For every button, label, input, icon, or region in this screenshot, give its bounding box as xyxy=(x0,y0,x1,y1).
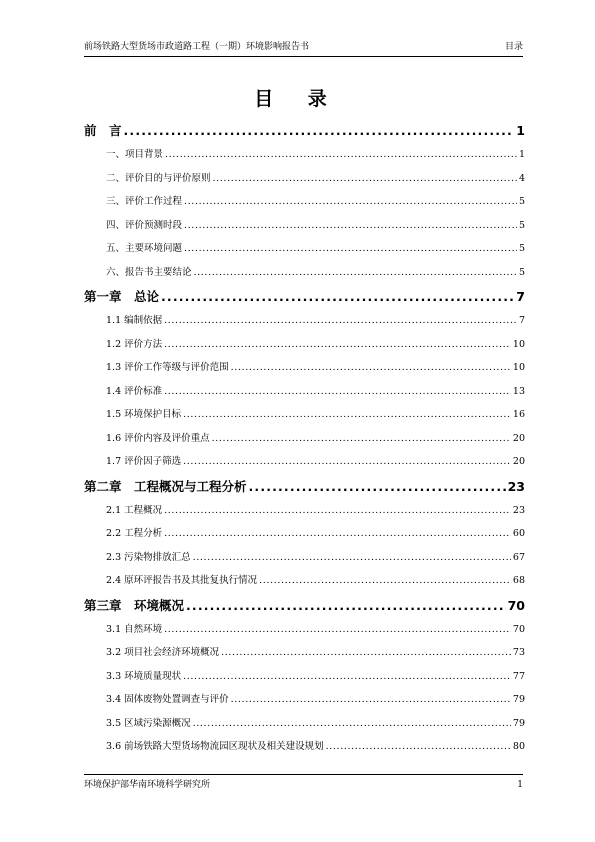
page-header xyxy=(84,38,523,57)
toc-section-entry[interactable] xyxy=(84,261,525,285)
toc-section-entry[interactable] xyxy=(84,356,525,380)
toc-chapter-entry[interactable] xyxy=(84,118,525,143)
toc-entry-page: 4 xyxy=(518,172,525,184)
toc-dot-leader xyxy=(164,499,511,523)
toc-section-entry[interactable] xyxy=(84,427,525,451)
toc-dot-leader xyxy=(164,380,511,404)
toc-entry-label: 第一章 总论 xyxy=(84,289,160,304)
toc-section-entry[interactable] xyxy=(84,499,525,523)
toc-dot-leader xyxy=(194,261,517,285)
toc-section-entry[interactable] xyxy=(84,333,525,357)
toc-dot-leader xyxy=(165,143,517,167)
toc-dot-leader xyxy=(259,569,511,593)
toc-entry-page: 67 xyxy=(512,551,525,563)
toc-section-entry[interactable] xyxy=(84,688,525,712)
toc-entry-page: 70 xyxy=(507,597,525,613)
toc-entry-label: 1.6 评价内容及评价重点 xyxy=(106,432,210,444)
toc-dot-leader xyxy=(161,284,514,309)
toc-section-entry[interactable] xyxy=(84,522,525,546)
toc-entry-label: 2.4 原环评报告书及其批复执行情况 xyxy=(106,575,258,586)
toc-section-entry[interactable] xyxy=(84,380,525,404)
toc-dot-leader xyxy=(186,593,506,618)
toc-section-entry[interactable] xyxy=(84,546,525,570)
toc-entry-label: 1.1 编制依据 xyxy=(106,315,163,326)
toc-entry-page: 5 xyxy=(518,243,525,254)
toc-chapter-entry[interactable] xyxy=(84,474,525,499)
toc-section-entry[interactable] xyxy=(84,618,525,642)
toc-dot-leader xyxy=(184,214,517,238)
toc-entry-page: 20 xyxy=(512,432,525,444)
toc-chapter-entry[interactable] xyxy=(84,284,525,309)
toc-dot-leader xyxy=(183,665,511,689)
toc-entry-label: 3.1 自然环境 xyxy=(106,623,163,635)
toc-entry-page: 1 xyxy=(518,149,525,160)
toc-entry-page: 1 xyxy=(516,123,525,138)
toc-entry-page: 77 xyxy=(512,670,525,682)
toc-section-entry[interactable] xyxy=(84,309,525,333)
footer-page-number: 1 xyxy=(517,780,523,790)
toc-dot-leader xyxy=(221,641,511,665)
toc-entry-page: 60 xyxy=(512,528,525,539)
header-document-title: 前场铁路大型货场市政道路工程（一期）环境影响报告书 xyxy=(84,42,310,52)
toc-entry-page: 68 xyxy=(512,575,525,586)
toc-dot-leader xyxy=(124,118,515,143)
toc-section-entry[interactable] xyxy=(84,190,525,214)
toc-dot-leader xyxy=(231,688,511,712)
toc-dot-leader xyxy=(164,618,511,642)
toc-dot-leader xyxy=(164,309,517,333)
toc-entry-page: 23 xyxy=(507,478,525,494)
toc-entry-label: 1.4 评价标准 xyxy=(106,385,163,397)
toc-dot-leader xyxy=(213,167,517,191)
toc-dot-leader xyxy=(231,356,511,380)
toc-section-entry[interactable] xyxy=(84,569,525,593)
toc-section-entry[interactable] xyxy=(84,167,525,191)
toc-entry-label: 四、评价预测时段 xyxy=(106,219,183,231)
toc-entry-label: 一、项目背景 xyxy=(106,149,164,160)
toc-entry-label: 3.6 前场铁路大型货场物流园区现状及相关建设规划 xyxy=(106,741,324,752)
toc-entry-page: 7 xyxy=(516,289,525,304)
page-footer xyxy=(84,774,523,791)
toc-entry-label: 3.3 环境质量现状 xyxy=(106,670,182,682)
toc-section-entry[interactable] xyxy=(84,214,525,238)
toc-section-entry[interactable] xyxy=(84,237,525,261)
toc-dot-leader xyxy=(183,403,511,427)
toc-section-entry[interactable] xyxy=(84,450,525,474)
toc-entry-page: 70 xyxy=(512,623,525,635)
toc-entry-page: 79 xyxy=(512,717,525,729)
table-of-contents xyxy=(84,118,525,759)
toc-section-entry[interactable] xyxy=(84,403,525,427)
toc-entry-label: 第二章 工程概况与工程分析 xyxy=(84,478,247,494)
toc-dot-leader xyxy=(184,190,517,214)
toc-dot-leader xyxy=(164,522,511,546)
toc-entry-label: 第三章 环境概况 xyxy=(84,597,185,613)
toc-entry-label: 1.2 评价方法 xyxy=(106,338,163,350)
toc-entry-page: 13 xyxy=(512,385,525,397)
toc-entry-label: 六、报告书主要结论 xyxy=(106,266,192,278)
toc-entry-page: 5 xyxy=(518,266,525,278)
toc-entry-page: 73 xyxy=(512,647,525,658)
toc-section-entry[interactable] xyxy=(84,143,525,167)
toc-entry-label: 二、评价目的与评价原则 xyxy=(106,172,211,184)
toc-entry-label: 3.5 区域污染源概况 xyxy=(106,717,191,729)
toc-entry-page: 20 xyxy=(512,456,525,467)
header-section-label: 目录 xyxy=(504,42,523,52)
toc-entry-label: 1.7 评价因子筛选 xyxy=(106,456,182,467)
toc-dot-leader xyxy=(326,735,511,759)
toc-entry-page: 80 xyxy=(512,741,525,752)
toc-entry-label: 前 言 xyxy=(84,123,122,138)
toc-entry-label: 1.3 评价工作等级与评价范围 xyxy=(106,362,229,373)
toc-chapter-entry[interactable] xyxy=(84,593,525,618)
toc-dot-leader xyxy=(184,237,517,261)
toc-entry-page: 10 xyxy=(512,362,525,373)
toc-section-entry[interactable] xyxy=(84,712,525,736)
toc-section-entry[interactable] xyxy=(84,641,525,665)
toc-section-entry[interactable] xyxy=(84,735,525,759)
toc-entry-page: 16 xyxy=(512,409,525,420)
toc-entry-label: 2.2 工程分析 xyxy=(106,528,163,539)
toc-dot-leader xyxy=(212,427,511,451)
toc-entry-page: 23 xyxy=(512,504,525,516)
toc-dot-leader xyxy=(193,546,511,570)
toc-entry-page: 5 xyxy=(518,196,525,207)
toc-dot-leader xyxy=(164,333,511,357)
toc-entry-label: 2.3 污染物排放汇总 xyxy=(106,551,191,563)
toc-entry-label: 三、评价工作过程 xyxy=(106,196,183,207)
toc-entry-label: 2.1 工程概况 xyxy=(106,504,163,516)
toc-section-entry[interactable] xyxy=(84,665,525,689)
toc-dot-leader xyxy=(193,712,511,736)
page-title: 目 录 xyxy=(254,88,341,110)
toc-entry-label: 3.4 固体废物处置调查与评价 xyxy=(106,694,229,705)
toc-dot-leader xyxy=(183,450,511,474)
toc-entry-page: 7 xyxy=(518,315,525,326)
toc-entry-label: 五、主要环境问题 xyxy=(106,243,183,254)
toc-entry-label: 3.2 项目社会经济环境概况 xyxy=(106,647,220,658)
toc-dot-leader xyxy=(249,474,506,499)
toc-entry-page: 79 xyxy=(512,694,525,705)
toc-entry-label: 1.5 环境保护目标 xyxy=(106,409,182,420)
footer-organization: 环境保护部华南环境科学研究所 xyxy=(84,780,211,790)
toc-entry-page: 10 xyxy=(512,338,525,350)
toc-entry-page: 5 xyxy=(518,219,525,231)
